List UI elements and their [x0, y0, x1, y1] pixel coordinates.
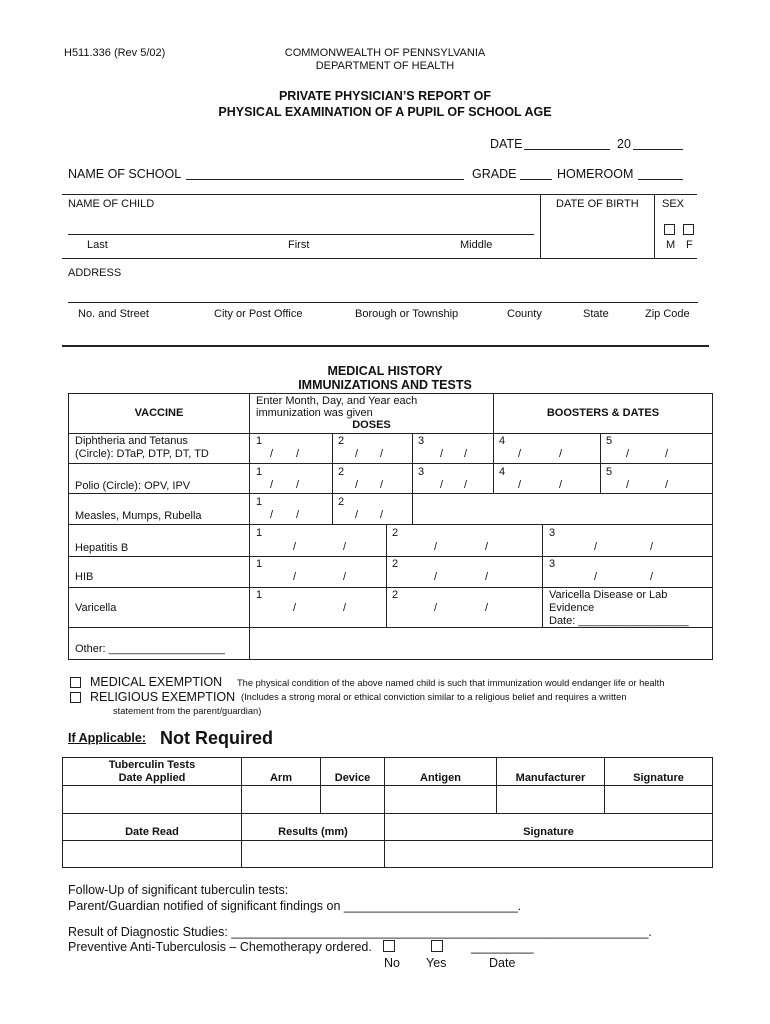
dose-number: 3 — [418, 466, 425, 478]
date-slash[interactable]: / — [518, 448, 522, 460]
sex-m-label: M — [666, 239, 676, 251]
date-slash[interactable]: / — [485, 602, 489, 614]
medical-exemption-text: The physical condition of the above named child is such that immunization would endanger life or health — [237, 678, 665, 688]
vaccine-header: VACCINE — [134, 407, 184, 419]
date-slash[interactable]: / — [380, 448, 384, 460]
history-title2: IMMUNIZATIONS AND TESTS — [298, 378, 472, 392]
history-title1: MEDICAL HISTORY — [327, 364, 443, 378]
yes-label: Yes — [426, 956, 447, 970]
sex-m-checkbox[interactable] — [664, 224, 675, 235]
religious-exemption-text2: statement from the parent/guardian) — [113, 706, 262, 716]
sex-f-label: F — [686, 239, 693, 251]
tb-signature2-header: Signature — [523, 826, 574, 838]
followup-line4: Preventive Anti-Tuberculosis – Chemotherapy ordered. — [68, 940, 372, 954]
if-applicable-label: If Applicable: — [68, 731, 147, 745]
medical-exemption-checkbox[interactable] — [70, 677, 81, 688]
date-slash[interactable]: / — [485, 571, 489, 583]
sex-label: SEX — [662, 198, 685, 210]
address-borough: Borough or Township — [355, 308, 459, 320]
date-slash[interactable]: / — [355, 479, 359, 491]
date-slash[interactable]: / — [293, 571, 297, 583]
other-label: Other: ___________________ — [75, 643, 225, 655]
address-zip: Zip Code — [645, 308, 690, 320]
tb-arm-header: Arm — [269, 772, 292, 784]
dose-number: 4 — [499, 466, 506, 478]
school-label: NAME OF SCHOOL — [68, 167, 182, 181]
dose-number: 1 — [256, 558, 263, 570]
date-slash[interactable]: / — [440, 448, 444, 460]
agency-line1: COMMONWEALTH OF PENNSYLVANIA — [284, 47, 486, 59]
date-slash[interactable]: / — [343, 541, 347, 553]
address-line[interactable] — [68, 302, 698, 303]
date-slash[interactable]: / — [626, 479, 630, 491]
dose-number: 2 — [392, 589, 399, 601]
divider — [62, 258, 697, 259]
date-slash[interactable]: / — [485, 541, 489, 553]
dose-number: 5 — [606, 435, 613, 447]
tb-manufacturer-header: Manufacturer — [515, 772, 586, 784]
tb-results-header: Results (mm) — [278, 826, 348, 838]
date-slash[interactable]: / — [270, 448, 274, 460]
hib-label: HIB — [75, 571, 94, 583]
dose-number: 5 — [606, 466, 613, 478]
date-slash[interactable]: / — [626, 448, 630, 460]
chemo-date-line[interactable]: _________ — [471, 940, 534, 954]
date-slash[interactable]: / — [464, 479, 468, 491]
title-line1: PRIVATE PHYSICIAN’S REPORT OF — [278, 89, 492, 103]
agency-line2: DEPARTMENT OF HEALTH — [315, 60, 455, 72]
followup-line3: Result of Diagnostic Studies: ____________________________________________________________. — [68, 925, 652, 939]
var-disease-line1: Varicella Disease or Lab — [549, 589, 668, 601]
sex-f-checkbox[interactable] — [683, 224, 694, 235]
date-slash[interactable]: / — [559, 448, 563, 460]
dose-number: 1 — [256, 435, 263, 447]
date-slash[interactable]: / — [380, 509, 384, 521]
polio-label: Polio (Circle): OPV, IPV — [75, 480, 191, 492]
mmr-label: Measles, Mumps, Rubella — [75, 510, 202, 522]
divider — [540, 194, 541, 258]
date-slash[interactable]: / — [665, 448, 669, 460]
chemo-yes-checkbox[interactable] — [431, 940, 443, 952]
date-slash[interactable]: / — [293, 602, 297, 614]
divider — [62, 194, 697, 195]
date-slash[interactable]: / — [293, 541, 297, 553]
date-slash[interactable]: / — [343, 602, 347, 614]
dose-number: 1 — [256, 527, 263, 539]
date-line[interactable] — [524, 149, 610, 150]
var-disease-line2: Evidence — [549, 602, 595, 614]
tb-signature-header: Signature — [633, 772, 684, 784]
enter-line2: immunization was given — [256, 407, 373, 419]
date-slash[interactable]: / — [559, 479, 563, 491]
date-slash[interactable]: / — [343, 571, 347, 583]
title-line2: PHYSICAL EXAMINATION OF A PUPIL OF SCHOOL AGE — [218, 105, 552, 119]
date-slash[interactable]: / — [355, 509, 359, 521]
dose-number: 2 — [392, 527, 399, 539]
date-slash[interactable]: / — [296, 479, 300, 491]
date-slash[interactable]: / — [434, 602, 438, 614]
grade-line[interactable] — [520, 179, 552, 180]
dose-number: 1 — [256, 589, 263, 601]
last-label: Last — [87, 239, 108, 251]
date-slash[interactable]: / — [464, 448, 468, 460]
date-slash[interactable]: / — [518, 479, 522, 491]
dose-number: 4 — [499, 435, 506, 447]
doses-header: DOSES — [352, 419, 391, 431]
date-slash[interactable]: / — [270, 479, 274, 491]
dose-number: 3 — [549, 527, 556, 539]
address-street: No. and Street — [78, 308, 149, 320]
followup-line1: Follow-Up of significant tuberculin tests: — [68, 883, 289, 897]
religious-exemption-label: RELIGIOUS EXEMPTION — [90, 690, 236, 704]
date-slash[interactable]: / — [380, 479, 384, 491]
date-slash[interactable]: / — [650, 541, 654, 553]
religious-exemption-text: (Includes a strong moral or ethical conviction similar to a religious belief and requires a written — [241, 692, 627, 702]
followup-line2: Parent/Guardian notified of significant findings on _________________________. — [68, 899, 522, 913]
dob-label: DATE OF BIRTH — [556, 198, 639, 210]
date-label: DATE — [490, 137, 523, 151]
dose-number: 1 — [256, 496, 263, 508]
middle-label: Middle — [460, 239, 493, 251]
address-county: County — [507, 308, 542, 320]
first-label: First — [288, 239, 310, 251]
tb-tests-header1: Tuberculin Tests — [108, 759, 196, 771]
dose-number: 2 — [338, 435, 345, 447]
dose-number: 2 — [338, 496, 345, 508]
date-slash[interactable]: / — [296, 448, 300, 460]
boosters-header: BOOSTERS & DATES — [546, 407, 660, 419]
var-date: Date: __________________ — [549, 615, 689, 627]
homeroom-label: HOMEROOM — [557, 167, 634, 181]
date-slash[interactable]: / — [440, 479, 444, 491]
grade-label: GRADE — [472, 167, 517, 181]
dip-line2: (Circle): DTaP, DTP, DT, TD — [75, 448, 209, 460]
section-divider — [62, 345, 709, 347]
tb-device-header: Device — [334, 772, 371, 784]
year-line[interactable] — [633, 149, 683, 150]
tb-tests-header2: Date Applied — [118, 772, 186, 784]
address-label: ADDRESS — [68, 267, 122, 279]
address-state: State — [583, 308, 609, 320]
address-city: City or Post Office — [214, 308, 303, 320]
date-slash[interactable]: / — [434, 541, 438, 553]
date-slash[interactable]: / — [355, 448, 359, 460]
not-required-text: Not Required — [160, 728, 274, 748]
chemo-no-checkbox[interactable] — [383, 940, 395, 952]
tb-antigen-header: Antigen — [420, 772, 461, 784]
dose-number: 3 — [418, 435, 425, 447]
date-slash[interactable]: / — [665, 479, 669, 491]
date-slash[interactable]: / — [296, 509, 300, 521]
hepb-label: Hepatitis B — [75, 542, 129, 554]
date-slash[interactable]: / — [594, 571, 598, 583]
date-label-bottom: Date — [489, 956, 516, 970]
dip-line1: Diphtheria and Tetanus — [75, 435, 188, 447]
date-slash[interactable]: / — [650, 571, 654, 583]
enter-line1: Enter Month, Day, and Year each — [256, 395, 418, 407]
date-slash[interactable]: / — [270, 509, 274, 521]
dose-number: 2 — [338, 466, 345, 478]
medical-exemption-label: MEDICAL EXEMPTION — [90, 675, 223, 689]
homeroom-line[interactable] — [638, 179, 683, 180]
child-name-label: NAME OF CHILD — [68, 198, 155, 210]
date-slash[interactable]: / — [434, 571, 438, 583]
tb-date-read-header: Date Read — [125, 826, 179, 838]
date-slash[interactable]: / — [594, 541, 598, 553]
dose-number: 2 — [392, 558, 399, 570]
dose-number: 1 — [256, 466, 263, 478]
date-year: 20 — [617, 137, 631, 151]
form-number: H511.336 (Rev 5/02) — [64, 47, 166, 59]
religious-exemption-checkbox[interactable] — [70, 692, 81, 703]
no-label: No — [384, 956, 400, 970]
varicella-label: Varicella — [75, 602, 117, 614]
child-name-line[interactable] — [68, 234, 534, 235]
school-line[interactable] — [186, 179, 464, 180]
dose-number: 3 — [549, 558, 556, 570]
divider — [654, 194, 655, 258]
